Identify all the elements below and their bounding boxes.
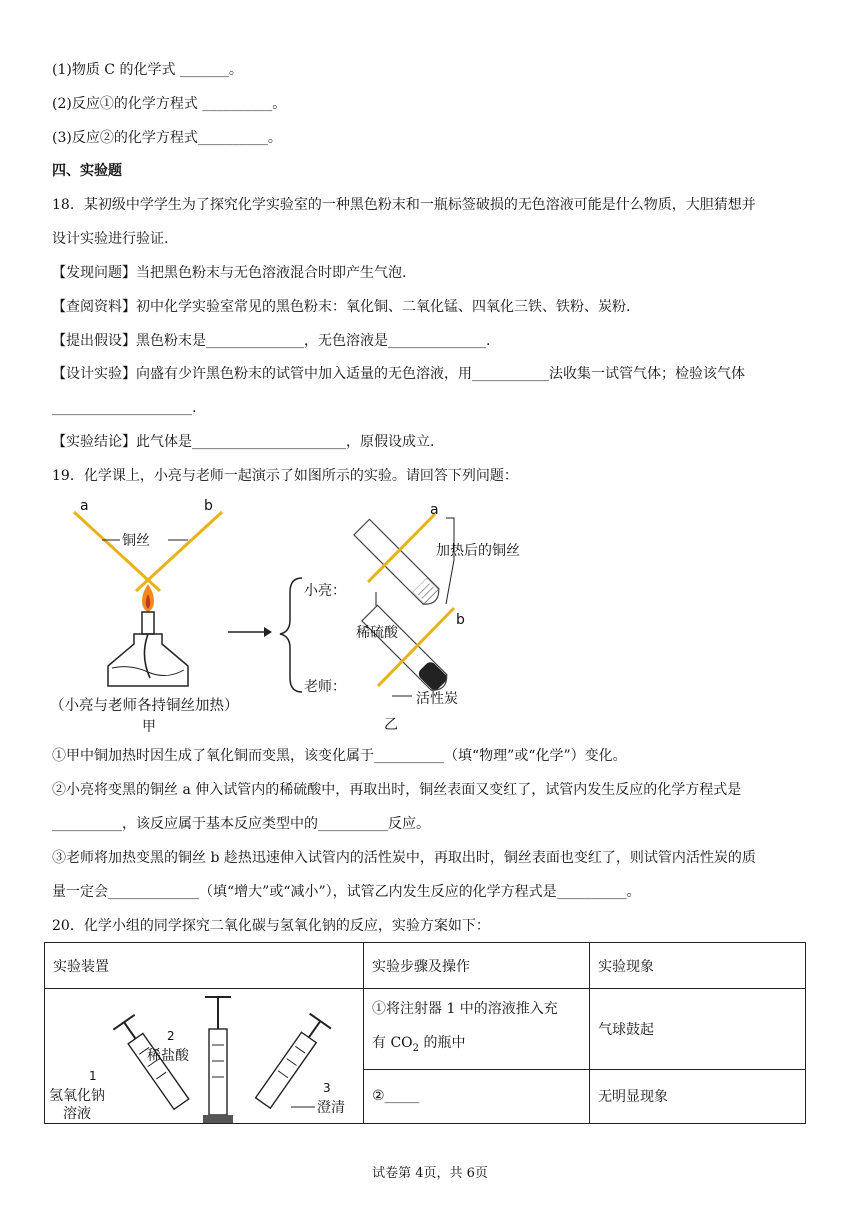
co2-subscript: 2	[412, 1042, 420, 1054]
syringe-label-hcl: 稀盐酸	[147, 1048, 189, 1064]
syringe-label-2: 2	[167, 1029, 175, 1043]
label-jia: 甲	[142, 719, 156, 735]
copper-wire-in-tube-a	[368, 514, 435, 582]
q18-discover: 【发现问题】当把黑色粉末与无色溶液混合时即产生气泡.	[52, 265, 407, 281]
label-teacher: 老师：	[304, 679, 346, 695]
label-b-tube: b	[456, 612, 465, 628]
syringe-label-naoh: 氢氧化钠	[49, 1088, 105, 1104]
figure-caption: （小亮与老师各持铜丝加热）	[50, 698, 239, 714]
q18-stem-line2: 设计实验进行验证.	[52, 231, 169, 247]
alcohol-lamp	[108, 634, 188, 686]
q18-hypothesis: 【提出假设】黑色粉末是______________，无色溶液是______________.	[52, 333, 491, 349]
label-heated-wire: 加热后的铜丝	[436, 543, 520, 559]
brace	[280, 578, 302, 692]
label-b: b	[204, 498, 213, 514]
syringe-label-1: 1	[89, 1069, 97, 1083]
q19-sub3-line2: 量一定会_____________（填“增大”或“减小”），试管乙内发生反应的化学方程式是__________。	[52, 884, 641, 900]
page-footer: 试卷第 4页，共 6页	[372, 1166, 488, 1181]
syringe-label-solution: 溶液	[63, 1106, 91, 1122]
header-phenomenon: 实验现象	[590, 943, 806, 989]
q18-stem-line1: 18．某初级中学学生为了探究化学实验室的一种黑色粉末和一瓶标签破损的无色溶液可能是什么物质，大胆猜想并	[52, 197, 756, 213]
syringe-3	[256, 1032, 317, 1108]
q18-design-cont: ____________________.	[52, 400, 197, 416]
q17-part2: (2)反应①的化学方程式 __________。	[52, 96, 287, 112]
step-1-line1: ①将注射器 1 中的溶液推入充	[372, 1000, 558, 1017]
result-1-cell: 气球鼓起	[590, 989, 806, 1070]
syringe-label-3: 3	[323, 1081, 331, 1095]
q18-reference: 【查阅资料】初中化学实验室常见的黑色粉末：氧化铜、二氧化锰、四氧化三铁、铁粉、炭粉.	[52, 299, 631, 315]
q17-part3: (3)反应②的化学方程式__________。	[52, 130, 282, 146]
section-heading-experiments: 四、实验题	[52, 163, 122, 179]
q18-design: 【设计实验】向盛有少许黑色粉末的试管中加入适量的无色溶液，用___________法收集一试管气体；检验该气体	[52, 366, 745, 382]
q18-conclusion: 【实验结论】此气体是______________________，原假设成立.	[52, 434, 435, 450]
step-1-cell	[364, 989, 590, 1070]
table-header-row	[45, 943, 806, 989]
apparatus-cell	[45, 989, 364, 1124]
syringe-label-clear: 澄清	[317, 1100, 345, 1116]
step-1-bottle: 的瓶中	[419, 1034, 466, 1051]
header-steps: 实验步骤及操作	[364, 943, 590, 989]
label-dilute-sulfuric-acid: 稀硫酸	[356, 625, 398, 641]
lamp-wick-holder	[142, 612, 154, 634]
label-a-tube: a	[430, 502, 439, 518]
result-2-cell: 无明显现象	[590, 1069, 806, 1123]
step-2-cell: ②_____	[364, 1069, 590, 1123]
q19-sub2-line1: ②小亮将变黑的铜丝 a 伸入试管内的稀硫酸中，再取出时，铜丝表面又变红了，试管内发生反应的化学方程式是	[52, 782, 742, 798]
q19-stem: 19．化学课上，小亮与老师一起演示了如图所示的实验。请回答下列问题：	[52, 468, 518, 484]
label-a: a	[80, 498, 89, 514]
q19-sub1: ①甲中铜加热时因生成了氧化铜而变黑，该变化属于__________（填“物理”或“化学”）变化。	[52, 748, 627, 764]
q17-part1: (1)物质 C 的化学式 _______。	[52, 62, 243, 78]
label-yi: 乙	[384, 717, 398, 733]
header-apparatus: 实验装置	[45, 943, 364, 989]
q20-stem: 20．化学小组的同学探究二氧化碳与氢氧化钠的反应，实验方案如下：	[52, 918, 490, 934]
label-xiaoliang: 小亮：	[304, 583, 346, 599]
label-copper-wire: 铜丝	[122, 533, 150, 549]
label-activated-carbon: 活性炭	[416, 691, 458, 707]
step-1-co2: 有 CO	[372, 1034, 413, 1051]
copper-wire-b	[136, 512, 222, 591]
step-1-line2	[372, 1026, 581, 1066]
experiment-table	[44, 942, 806, 1124]
syringe-2	[209, 1029, 227, 1115]
figure-19	[50, 496, 570, 736]
q19-sub2-line2: __________，该反应属于基本反应类型中的__________反应。	[52, 816, 430, 832]
q19-sub3-line1: ③老师将加热变黑的铜丝 b 趁热迅速伸入试管内的活性炭中，再取出时，铜丝表面也变红了，则试管内活性炭的质	[52, 850, 756, 866]
table-row	[45, 989, 806, 1070]
